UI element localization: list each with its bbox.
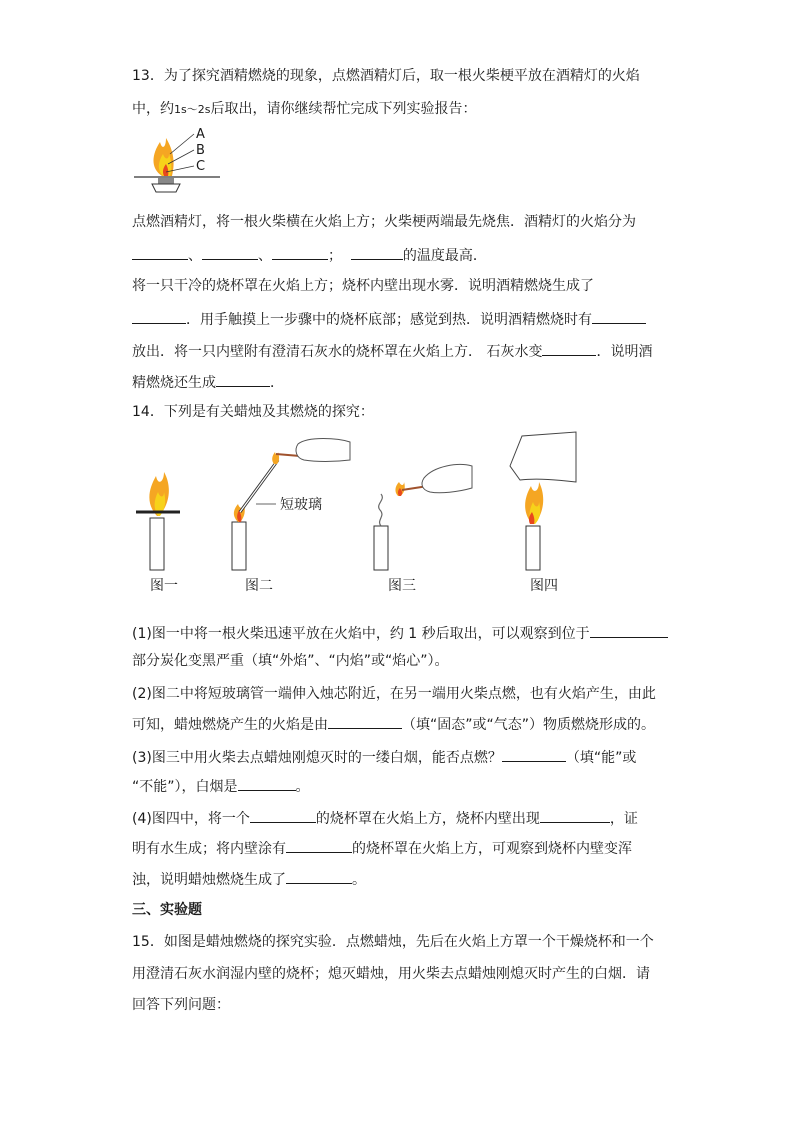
q14-p4-text-b: 的烧杯罩在火焰上方，烧杯内壁出现	[315, 811, 540, 827]
q13-para4-mid: ．用手触摸上一步骤中的烧杯底部；感觉到热．说明酒精燃烧时有	[186, 312, 592, 328]
figure-three	[374, 465, 472, 571]
answer-blank[interactable]	[540, 807, 610, 823]
candle-figures	[128, 430, 648, 575]
answer-blank[interactable]	[272, 244, 328, 260]
glass-tube-label: 短玻璃	[280, 497, 322, 513]
q13-para3: 将一只干冷的烧杯罩在火焰上方；烧杯内壁出现水雾．说明酒精燃烧生成了	[132, 278, 594, 294]
label-c: C	[196, 159, 206, 174]
q13-para5	[132, 340, 652, 362]
q14-p4-text-d: 明有水生成；将内壁涂有	[132, 841, 286, 857]
answer-blank[interactable]	[502, 746, 566, 762]
q14-p3-a	[132, 746, 636, 768]
q13-para6-a: 精燃烧还生成	[132, 375, 216, 391]
caption-figure-one: 图一	[150, 578, 178, 594]
q14-p4-a	[132, 807, 638, 829]
q14-p2-a: (2)图二中将短玻璃管一端伸入烛芯附近，在另一端用火柴点燃，也有火焰产生，由此	[132, 686, 656, 702]
q14-p1-b: 部分炭化变黑严重（填“外焰”、“内焰”或“焰心”）。	[132, 653, 449, 669]
figure-one	[136, 472, 180, 570]
caption-figure-three: 图三	[388, 578, 416, 594]
answer-blank[interactable]	[286, 868, 352, 884]
q14-p4-text-f: 浊，说明蜡烛燃烧生成了	[132, 872, 286, 888]
caption-figure-four: 图四	[530, 578, 558, 594]
q14-p4-text-c: ，证	[609, 811, 638, 827]
q15-line1: 15．如图是蜡烛燃烧的探究实验．点燃蜡烛，先后在火焰上方罩一个干燥烧杯和一个	[132, 934, 654, 950]
q14-title: 14．下列是有关蜡烛及其燃烧的探究：	[132, 404, 374, 420]
q13-para5-b: ．说明酒	[596, 344, 653, 360]
q14-p4-text: (4)图四中，将一个	[132, 811, 250, 827]
answer-blank[interactable]	[250, 807, 316, 823]
q14-p2-b	[132, 713, 655, 735]
answer-blank[interactable]	[542, 340, 596, 356]
label-a: A	[196, 127, 205, 142]
q14-p1-text: (1)图一中将一根火柴迅速平放在火焰中，约 1 秒后取出，可以观察到位于	[132, 626, 590, 642]
answer-blank[interactable]	[132, 308, 186, 324]
q13-para4	[132, 308, 646, 330]
q15-line3: 回答下列问题：	[132, 997, 230, 1013]
q13-line2-a: 中，约	[132, 101, 174, 117]
caption-figure-two: 图二	[245, 578, 273, 594]
figure-four	[510, 432, 576, 570]
answer-blank[interactable]	[590, 622, 668, 638]
q15-line2: 用澄清石灰水润湿内壁的烧杯；熄灭蜡烛，用火柴去点蜡烛刚熄灭时产生的白烟．请	[132, 966, 650, 982]
sep: 、	[188, 248, 202, 264]
q13-line2-b: 后取出，请你继续帮忙完成下列实验报告：	[210, 101, 477, 117]
q13-line1: 13．为了探究酒精燃烧的现象，点燃酒精灯后，取一根火柴梗平放在酒精灯的火焰	[132, 68, 640, 84]
q14-p3-text-c: “不能”），白烟是	[132, 779, 238, 795]
section-three-title: 三、实验题	[132, 902, 202, 918]
answer-blank[interactable]	[216, 371, 270, 387]
q13-para2-end: 的温度最高．	[402, 248, 487, 264]
q14-p3-text-d: 。	[295, 779, 310, 795]
q14-p3-text: (3)图三中用火柴去点蜡烛刚熄灭时的一缕白烟，能否点燃？	[132, 750, 502, 766]
answer-blank[interactable]	[286, 837, 352, 853]
answer-blank[interactable]	[238, 775, 296, 791]
answer-blank[interactable]	[202, 244, 258, 260]
answer-blank[interactable]	[592, 308, 646, 324]
q13-time: 1s～2s	[174, 103, 211, 116]
q13-para5-a: 放出．将一只内壁附有澄清石灰水的烧杯罩在火焰上方． 石灰水变	[132, 344, 543, 360]
answer-blank[interactable]	[351, 244, 403, 260]
sep: ；	[328, 248, 342, 264]
answer-blank[interactable]	[328, 713, 402, 729]
q14-p2-text: 可知，蜡烛燃烧产生的火焰是由	[132, 717, 328, 733]
q13-para1: 点燃酒精灯，将一根火柴横在火焰上方；火柴梗两端最先烧焦．酒精灯的火焰分为	[132, 214, 636, 230]
q14-p4-c	[132, 868, 366, 890]
q13-line2	[132, 99, 476, 120]
q13-para6	[132, 371, 284, 393]
alcohol-lamp-figure	[132, 124, 222, 194]
answer-blank[interactable]	[132, 244, 188, 260]
q13-para6-end: ．	[270, 375, 284, 391]
q14-p4-text-g: 。	[352, 872, 366, 888]
q14-p1-a	[132, 622, 668, 644]
sep: 、	[258, 248, 272, 264]
q14-p4-text-e: 的烧杯罩在火焰上方，可观察到烧杯内壁变浑	[352, 841, 632, 857]
q14-p3-b	[132, 775, 310, 797]
q13-para2	[132, 244, 487, 266]
q14-p4-b	[132, 837, 632, 859]
q14-p2-text-c: （填“固态”或“气态”）物质燃烧形成的。	[402, 717, 656, 733]
label-b: B	[196, 143, 205, 158]
q14-p3-text-b: （填“能”或	[565, 750, 637, 766]
